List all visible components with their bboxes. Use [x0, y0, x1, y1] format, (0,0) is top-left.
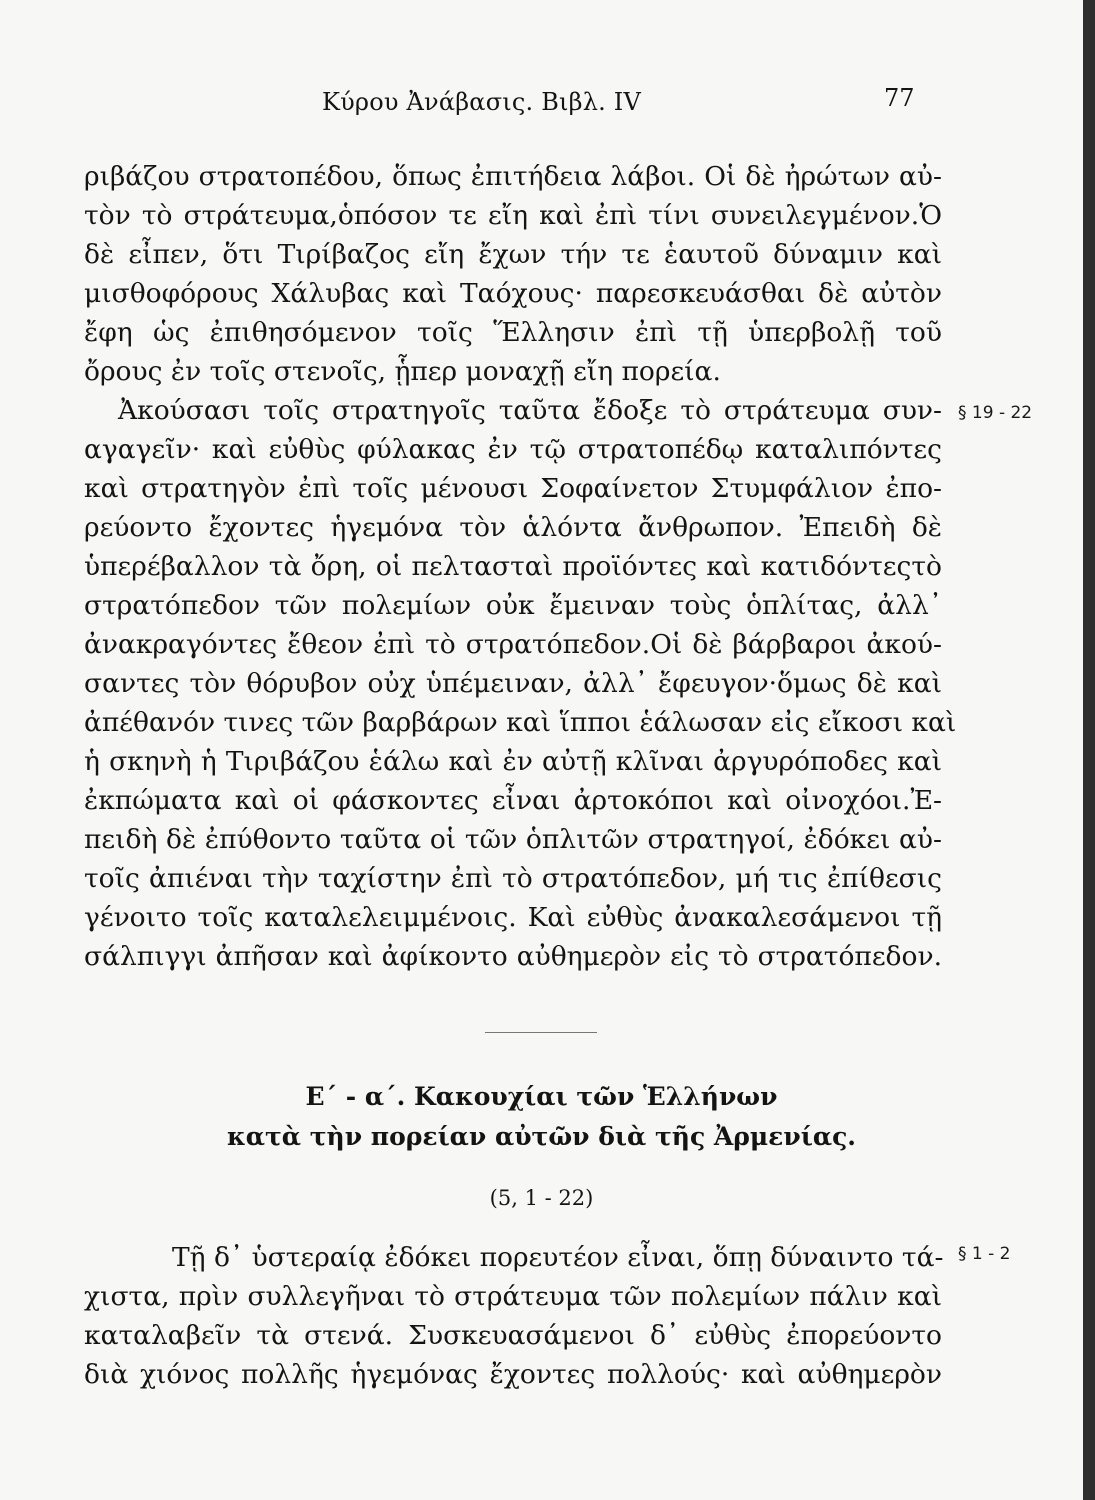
body-line: ὄρους ἐν τοῖς στενοῖς, ᾗπερ μοναχῇ εἴη πορεία.: [84, 356, 721, 387]
section-body-line: Τῇ δ᾽ ὑστεραίᾳ ἐδόκει πορευτέον εἶναι, ὅπῃ δύναιντο τά-: [172, 1242, 944, 1273]
body-line: σαντες τὸν θόρυβον οὐχ ὑπέμειναν, ἀλλ᾽ ἔφευγον·ὅμως δὲ καὶ: [84, 668, 942, 699]
section-heading: Ε΄ - α΄. Κακουχίαι τῶν Ἑλλήνων: [305, 1082, 778, 1111]
body-line: ἀνακραγόντες ἔθεον ἐπὶ τὸ στρατόπεδον.Οἱ δὲ βάρβαροι ἀκού-: [84, 629, 942, 660]
running-header: Κύρου Ἀνάβασις. Βιβλ. IV: [322, 88, 642, 116]
body-line: ρεύοντο ἔχοντες ἡγεμόνα τὸν ἁλόντα ἄνθρωπον. Ἐπειδὴ δὲ: [84, 512, 942, 543]
page-edge: [1083, 0, 1095, 1500]
body-line: ἀπέθανόν τινες τῶν βαρβάρων καὶ ἵπποι ἑάλωσαν εἰς εἴκοσι καὶ: [84, 707, 957, 738]
section-body-line: χιστα, πρὶν συλλεγῆναι τὸ στράτευμα τῶν πολεμίων πάλιν καὶ: [84, 1281, 942, 1312]
page-number: 77: [884, 84, 915, 112]
body-line: σάλπιγγι ἀπῆσαν καὶ ἀφίκοντο αὐθημερὸν εἰς τὸ στρατόπεδον.: [84, 941, 942, 972]
section-divider: [485, 1032, 597, 1033]
body-line: πειδὴ δὲ ἐπύθοντο ταῦτα οἱ τῶν ὁπλιτῶν στρατηγοί, ἐδόκει αὐ-: [84, 824, 942, 855]
body-line: ριβάζου στρατοπέδου, ὅπως ἐπιτήδεια λάβοι. Οἱ δὲ ἠρώτων αὐ-: [84, 161, 942, 192]
body-line: αγαγεῖν· καὶ εὐθὺς φύλακας ἐν τῷ στρατοπέδῳ καταλιπόντες: [84, 434, 942, 465]
body-line: ἐκπώματα καὶ οἱ φάσκοντες εἶναι ἀρτοκόποι καὶ οἰνοχόοι.Ἐ-: [84, 785, 942, 816]
section-range: (5, 1 - 22): [489, 1186, 594, 1210]
margin-section-ref: § 1 - 2: [958, 1244, 1011, 1264]
body-line: ἡ σκηνὴ ἡ Τιριβάζου ἑάλω καὶ ἐν αὐτῇ κλῖναι ἀργυρόποδες καὶ: [84, 746, 942, 777]
body-line: στρατόπεδον τῶν πολεμίων οὐκ ἔμειναν τοὺς ὁπλίτας, ἀλλ᾽: [84, 590, 942, 621]
section-subheading: κατὰ τὴν πορείαν αὐτῶν διὰ τῆς Ἀρμενίας.: [227, 1122, 856, 1151]
body-line: τὸν τὸ στράτευμα,ὁπόσον τε εἴη καὶ ἐπὶ τίνι συνειλεγμένον.Ὁ: [84, 200, 942, 231]
body-line: καὶ στρατηγὸν ἐπὶ τοῖς μένουσι Σοφαίνετον Στυμφάλιον ἐπο-: [84, 473, 942, 504]
section-body-line: καταλαβεῖν τὰ στενά. Συσκευασάμενοι δ᾽ εὐθὺς ἐπορεύοντο: [84, 1320, 942, 1351]
body-line: γένοιτο τοῖς καταλελειμμένοις. Καὶ εὐθὺς ἀνακαλεσάμενοι τῇ: [84, 902, 942, 933]
body-line: μισθοφόρους Χάλυβας καὶ Ταόχους· παρεσκευάσθαι δὲ αὐτὸν: [84, 278, 942, 309]
section-body-line: διὰ χιόνος πολλῆς ἡγεμόνας ἔχοντες πολλούς· καὶ αὐθημερὸν: [84, 1359, 942, 1390]
body-line: Ἀκούσασι τοῖς στρατηγοῖς ταῦτα ἔδοξε τὸ στράτευμα συν-: [118, 395, 942, 426]
body-line: ὑπερέβαλλον τὰ ὄρη, οἱ πελτασταὶ προϊόντες καὶ κατιδόντεςτὸ: [84, 551, 942, 582]
margin-section-ref: § 19 - 22: [958, 403, 1033, 423]
body-line: τοῖς ἀπιέναι τὴν ταχίστην ἐπὶ τὸ στρατόπεδον, μή τις ἐπίθεσις: [84, 863, 942, 894]
body-line: ἔφη ὡς ἐπιθησόμενον τοῖς Ἕλλησιν ἐπὶ τῇ ὑπερβολῇ τοῦ: [84, 317, 942, 348]
body-line: δὲ εἶπεν, ὅτι Τιρίβαζος εἴη ἔχων τήν τε ἑαυτοῦ δύναμιν καὶ: [84, 239, 942, 270]
